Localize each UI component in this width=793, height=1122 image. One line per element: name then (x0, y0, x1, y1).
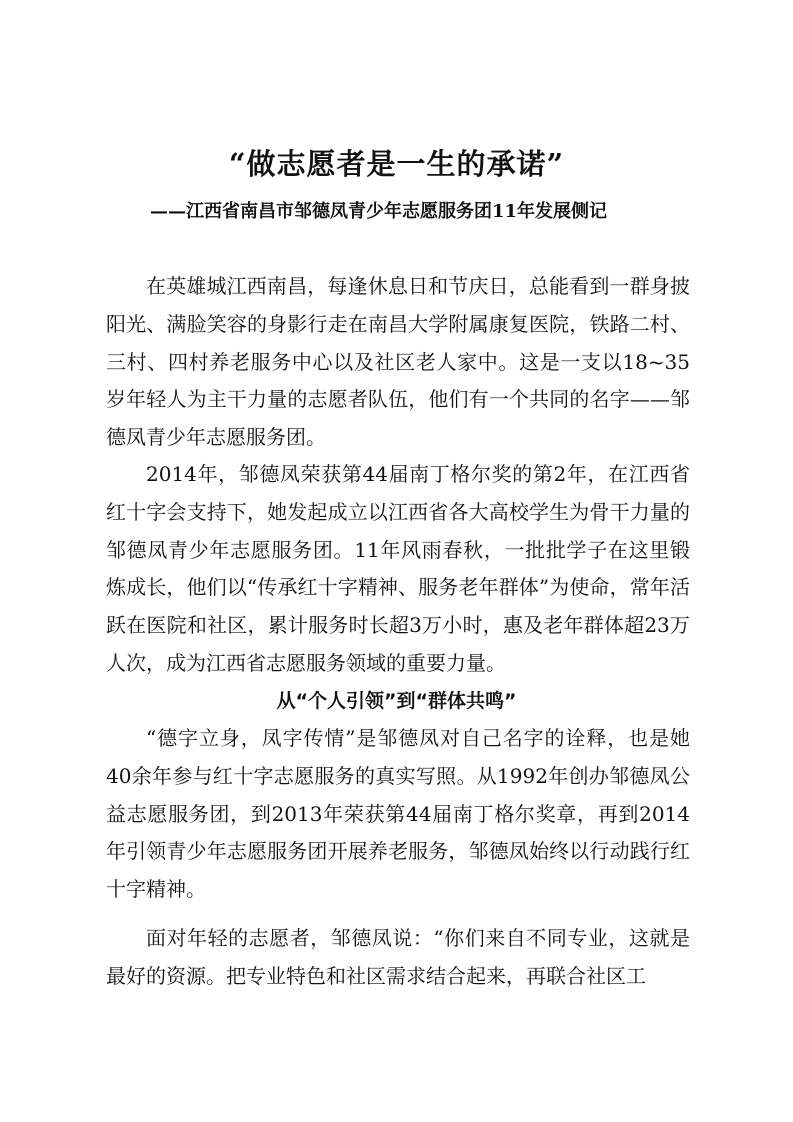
body-block-4 (106, 920, 690, 996)
paragraph-quote: 面对年轻的志愿者，邹德凤说：“你们来自不同专业，这就是最好的资源。把专业特色和社区需求结合起来，再联合社区工 (106, 926, 690, 988)
paragraph-founding: 2014年，邹德凤荣获第44届南丁格尔奖的第2年，在江西省红十字会支持下，她发起成立以江西省各大高校学生为骨干力量的邹德凤青少年志愿服务团。11年风雨春秋，一批批学子在这里锻炼成长，他们以“传承红十字精神、服务老年群体”为使命，常年活跃在医院和社区，累计服务时长超3万小时，惠及老年群体超23万人次，成为江西省志愿服务领域的重要力量。 (106, 462, 690, 675)
body-block-3 (106, 720, 690, 909)
article-title: “做志愿者是一生的承诺” (228, 147, 565, 181)
body-block-2 (106, 456, 690, 683)
section-heading: 从“个人引领”到“群体共鸣” (276, 690, 517, 712)
paragraph-intro: 在英雄城江西南昌，每逢休息日和节庆日，总能看到一群身披阳光、满脸笑容的身影行走在南昌大学附属康复医院，铁路二村、三村、四村养老服务中心以及社区老人家中。这是一支以18~35岁年轻人为主干力量的志愿者队伍，他们有一个共同的名字——邹德凤青少年志愿服务团。 (106, 274, 690, 450)
paragraph-name-meaning: “德字立身，凤字传情”是邹德凤对自己名字的诠释，也是她40余年参与红十字志愿服务的真实写照。从1992年创办邹德凤公益志愿服务团，到2013年荣获第44届南丁格尔奖章，再到2014年引领青少年志愿服务团开展养老服务，邹德凤始终以行动践行红十字精神。 (106, 726, 690, 902)
article-subtitle: ——江西省南昌市邹德凤青少年志愿服务团11年发展侧记 (150, 201, 608, 222)
body-block-1 (106, 268, 690, 457)
